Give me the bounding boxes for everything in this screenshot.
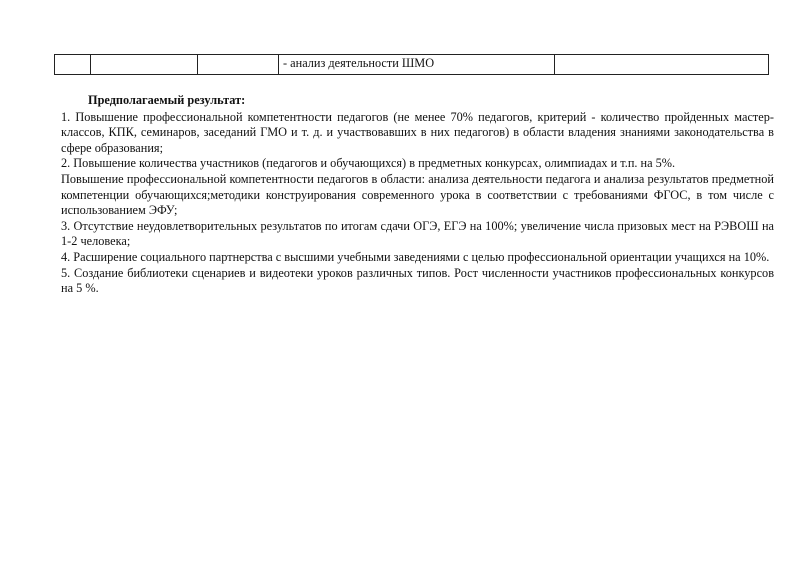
table-cell bbox=[198, 55, 279, 75]
result-item-text: 5. Создание библиотеки сценариев и видеотеки уроков различных типов. Рост численности участников профессиональных конкурсов на 5 %. bbox=[61, 265, 774, 296]
plan-table bbox=[54, 54, 769, 75]
table-cell bbox=[555, 55, 769, 75]
section-heading: Предполагаемый результат: bbox=[88, 93, 246, 107]
result-item-2-detail bbox=[61, 172, 774, 219]
result-item-3 bbox=[61, 219, 774, 250]
expected-result-section bbox=[61, 93, 774, 297]
result-item-4 bbox=[61, 250, 774, 266]
result-item-text: 4. Расширение социального партнерства с высшими учебными заведениями с целью профессиональной ориентации учащихся на 10%. bbox=[61, 249, 770, 264]
result-item-text: Повышение профессиональной компетентности педагогов в области: анализа деятельности педагога и анализа результатов предметной компетенции обучающихся;методики конструирования современного урока в соответствии с требованиями ФГОС, в том числе с использованием ЭФУ; bbox=[61, 171, 774, 218]
table-cell bbox=[91, 55, 198, 75]
table-cell: - анализ деятельности ШМО bbox=[279, 55, 555, 75]
table-cell bbox=[55, 55, 91, 75]
result-item-2 bbox=[61, 156, 774, 172]
result-item-text: 1. Повышение профессиональной компетентности педагогов (не менее 70% педагогов, критерий - количество пройденных мастер-классов, КПК, семинаров, заседаний ГМО и т. д. и участвовавших в них педагогов) в области владения знаниями законодательства в сфере образования; bbox=[61, 109, 774, 155]
result-item-1 bbox=[61, 110, 774, 157]
result-item-5 bbox=[61, 266, 774, 297]
result-item-text: 3. Отсутствие неудовлетворительных результатов по итогам сдачи ОГЭ, ЕГЭ на 100%; увеличение числа призовых мест на РЭВОШ на 1-2 человека; bbox=[61, 218, 774, 249]
table-row bbox=[55, 55, 769, 75]
result-item-text: 2. Повышение количества участников (педагогов и обучающихся) в предметных конкурсах, олимпиадах и т.п. на 5%. bbox=[61, 156, 676, 171]
